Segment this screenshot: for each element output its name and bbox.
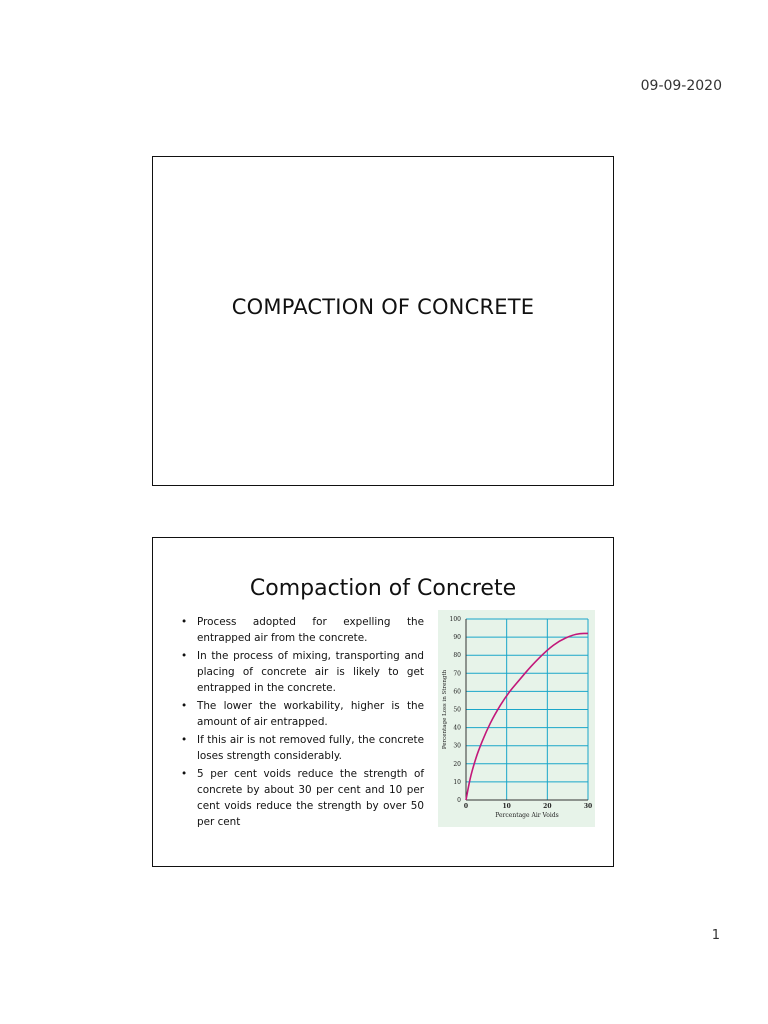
bullet-item: • The lower the workability, higher is the amount of air entrapped. xyxy=(179,698,424,730)
x-tick-label: 10 xyxy=(502,803,511,810)
series-line xyxy=(466,633,588,800)
y-tick-label: 100 xyxy=(449,616,461,623)
y-tick-label: 70 xyxy=(453,670,461,678)
x-tick-label: 0 xyxy=(463,803,469,810)
bullet-item: • Process adopted for expelling the entrapped air from the concrete. xyxy=(179,614,424,646)
bullet-item: • In the process of mixing, transporting and placing of concrete air is likely to get entrapped in the concrete. xyxy=(179,648,424,696)
x-tick-label: 30 xyxy=(583,803,593,810)
y-axis-label: Percentage Loss in Strength xyxy=(442,669,448,750)
slide-2-title: Compaction of Concrete xyxy=(249,576,517,601)
y-tick-label: 40 xyxy=(453,724,461,732)
y-tick-label: 10 xyxy=(453,778,461,786)
slide-1 xyxy=(152,156,614,486)
y-tick-label: 20 xyxy=(453,760,461,768)
bullet-item: • If this air is not removed fully, the concrete loses strength considerably. xyxy=(179,732,424,764)
air-voids-chart xyxy=(438,610,595,827)
x-axis-label: Percentage Air Voids xyxy=(495,812,559,819)
y-tick-label: 80 xyxy=(453,652,461,660)
slide-1-title: COMPACTION OF CONCRETE xyxy=(231,295,535,319)
chart-svg xyxy=(438,610,595,827)
y-tick-label: 0 xyxy=(457,797,461,804)
page-number: 1 xyxy=(711,928,720,943)
y-tick-label: 90 xyxy=(453,634,461,642)
bullet-item: • 5 per cent voids reduce the strength of concrete by about 30 per cent and 10 per cent voids reduce the strength by over 50 per cent xyxy=(179,766,424,830)
x-tick-label: 20 xyxy=(543,803,552,810)
header-date: 09-09-2020 xyxy=(640,78,722,94)
y-tick-label: 50 xyxy=(453,706,461,714)
bullet-list xyxy=(179,614,424,832)
slide-2 xyxy=(152,537,614,867)
y-tick-label: 30 xyxy=(453,742,461,750)
y-tick-label: 60 xyxy=(453,688,461,696)
